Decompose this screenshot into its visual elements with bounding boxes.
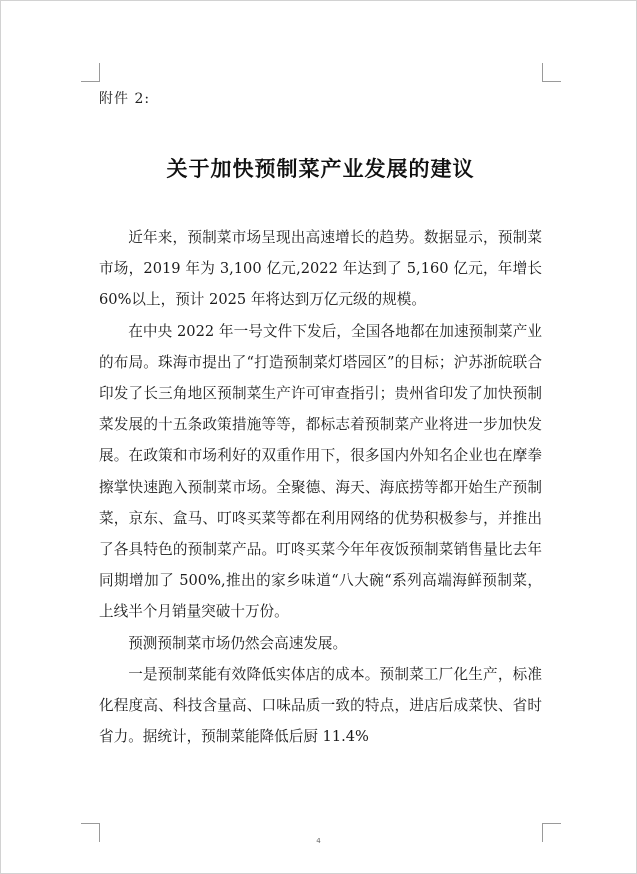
attachment-label: 附件 2: xyxy=(99,91,151,107)
page-number: 4 xyxy=(316,837,321,845)
margin-corner-mark xyxy=(542,63,561,82)
paragraph: 近年来，预制菜市场呈现出高速增长的趋势。数据显示，预制菜市场，2019 年为 3,100 亿元,2022 年达到了 5,160 亿元，年增长 60%以上，预计 2025 年将达到万亿元级的规模。 xyxy=(99,229,542,309)
document-title: 关于加快预制菜产业发展的建议 xyxy=(166,156,475,181)
margin-corner-mark xyxy=(81,63,100,82)
paragraph: 一是预制菜能有效降低实体店的成本。预制菜工厂化生产，标准化程度高、科技含量高、口味品质一致的特点，进店后成菜快、省时省力。据统计，预制菜能降低后厨 11.4% xyxy=(99,665,542,746)
document-body xyxy=(99,222,542,752)
paragraph: 在中央 2022 年一号文件下发后，全国各地都在加速预制菜产业的布局。珠海市提出了“打造预制菜灯塔园区”的目标；沪苏浙皖联合印发了长三角地区预制菜生产许可审查指引；贵州省印发了加快预制菜发展的十五条政策措施等等，都标志着预制菜产业将进一步加快发展。在政策和市场利好的双重作用下，很多国内外知名企业也在摩拳擦掌快速跑入预制菜市场。全聚德、海天、海底捞等都开始生产预制菜，京东、盒马、叮咚买菜等都在利用网络的优势积极参与，并推出了各具特色的预制菜产品。叮咚买菜今年年夜饭预制菜销售量比去年同期增加了 500%,推出的家乡味道“八大碗“系列高端海鲜预制菜，上线半个月销量突破十万份。 xyxy=(99,322,542,621)
paragraph: 预测预制菜市场仍然会高速发展。 xyxy=(128,634,348,652)
